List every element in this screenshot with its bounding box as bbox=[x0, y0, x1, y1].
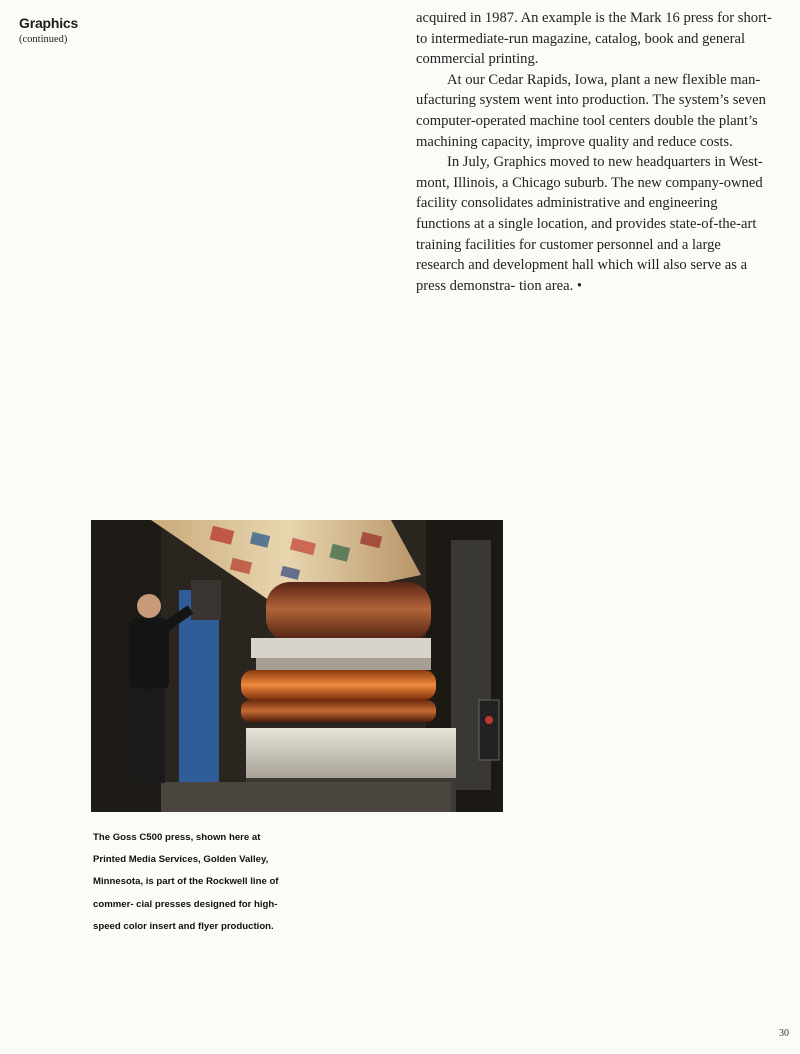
body-paragraph: acquired in 1987. An example is the Mark 16 press for short- to intermediate-run magazine, catalog, book and general commercial printing. bbox=[416, 10, 772, 68]
body-paragraph: At our Cedar Rapids, Iowa, plant a new flexible man- ufacturing system went into production. The system’s seven computer-operated machine tool centers double the plant’s machining capacity, improve quality and reduce costs. bbox=[416, 71, 766, 150]
section-title: Graphics bbox=[19, 15, 79, 31]
section-subtitle: (continued) bbox=[19, 34, 68, 45]
press-photo bbox=[91, 520, 503, 812]
page-number: 30 bbox=[779, 1028, 789, 1039]
body-text-column bbox=[416, 8, 772, 296]
body-paragraph: In July, Graphics moved to new headquarters in West- mont, Illinois, a Chicago suburb. The new company-owned facility consolidates administrative and engineering functions at a single location, and provides state-of-the-art training facilities for customer personnel and a large research and development hall which will also serve as a press demonstra- tion area. • bbox=[416, 154, 763, 294]
photo-caption: The Goss C500 press, shown here at Printed Media Services, Golden Valley, Minnesota, is part of the Rockwell line of commer- cial presses designed for high- speed color insert and flyer production. bbox=[93, 832, 279, 932]
